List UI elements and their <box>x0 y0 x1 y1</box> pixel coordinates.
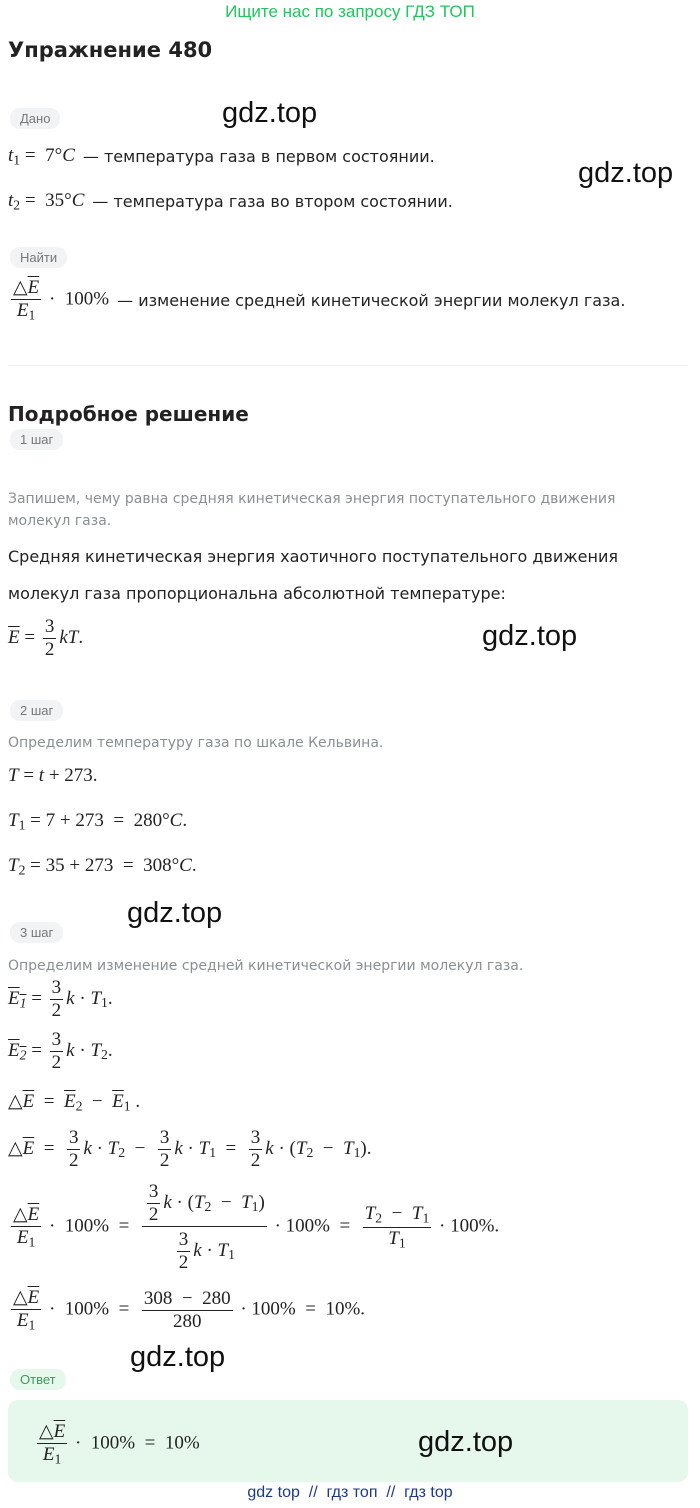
formula-t2: $T_2 = 35 + 273 = 308^\circ C$. <box>8 855 197 878</box>
given-badge: Дано <box>10 108 60 129</box>
watermark: gdz.top <box>130 1341 226 1373</box>
watermark: gdz.top <box>482 620 578 652</box>
page-title: Упражнение 480 <box>8 38 213 62</box>
find-badge: Найти <box>10 247 67 268</box>
formula-t1: $T_1 = 7 + 273 = 280^\circ C$. <box>8 810 188 833</box>
formula-delta-e: $\triangle\overline{E} = \overline{E}_2 - \overline{E}_1$ . <box>8 1091 141 1114</box>
watermark: gdz.top <box>418 1426 514 1458</box>
footer-links[interactable]: gdz top // гдз топ // гдз top <box>247 1484 453 1501</box>
step1-hint: Запишем, чему равна средняя кинетическая энергия поступательного движения молекул газа. <box>8 491 616 529</box>
given-t2: $t_2 = 35^\circ C$ — температура газа во втором состоянии. <box>8 190 453 213</box>
step3-hint: Определим изменение средней кинетической энергии молекул газа. <box>8 958 524 974</box>
formula-e2: $E_2$ = $\frac{3}{2}$ $k \cdot T_2$. <box>8 1029 113 1073</box>
formula-e1: $E_1$ = $\frac{3}{2}$ $k \cdot T_1$. <box>8 977 113 1021</box>
answer-badge: Ответ <box>10 1369 66 1390</box>
step1-text-1: Средняя кинетическая энергия хаотичного поступательного движения <box>8 547 618 566</box>
step1-text-2: молекул газа пропорциональна абсолютной температуре: <box>8 584 506 603</box>
formula-result: $\frac{\triangle\overline{E}}{\overline{E}_1}$ · 100% = $\frac{308 - 280}{280}$ · 100% = 10%. <box>13 1287 366 1333</box>
promo-banner[interactable]: Ищите нас по запросу ГДЗ ТОП <box>225 2 475 21</box>
watermark: gdz.top <box>127 897 223 929</box>
watermark: gdz.top <box>578 157 674 189</box>
find-desc: — изменение средней кинетической энергии молекул газа. <box>117 290 626 310</box>
given-t2-desc: — температура газа во втором состоянии. <box>92 192 453 212</box>
formula-delta-e-expanded: $\triangle\overline{E}$ = $\frac{3}{2}$ $k \cdot T_2$ − $\frac{3}{2}$ $k \cdot T_1$ = $\frac{3}{2}$ $k \cdot (T_2 - T_1)$. <box>8 1127 372 1171</box>
step2-badge: 2 шаг <box>10 700 63 721</box>
step1-badge: 1 шаг <box>10 429 63 450</box>
step3-badge: 3 шаг <box>10 922 63 943</box>
given-t1-desc: — температура газа в первом состоянии. <box>82 147 435 167</box>
formula-kelvin: T = t + 273. <box>8 765 98 786</box>
step2-hint: Определим температуру газа по шкале Кельвина. <box>8 735 384 751</box>
answer-formula: $\frac{\triangle\overline{E}}{\overline{E}_1}$ · 100% = 10% <box>39 1421 200 1467</box>
divider <box>8 365 688 366</box>
formula-energy: $\overline{E}$ = $\frac{3}{2}$ kT. <box>8 616 84 660</box>
formula-ratio: $\frac{\triangle\overline{E}}{\overline{E}_1}$ · 100% = $\frac{3}{2}$ $k \cdot (T_2 - T_1)$ $\frac{3}{2}$ $k \cdot T_1$ · 100% = $\frac{T_2 - T_1}{T_1}$ · 100%. <box>13 1181 500 1273</box>
watermark: gdz.top <box>222 97 318 129</box>
given-t1: $t_1 = 7^\circ C$ — температура газа в первом состоянии. <box>8 145 435 168</box>
solution-title: Подробное решение <box>8 402 249 426</box>
find-formula: $\frac{\triangle\overline{E}}{\overline{E}_1}$ · 100% — изменение средней кинетической энергии молекул газа. <box>13 277 626 323</box>
